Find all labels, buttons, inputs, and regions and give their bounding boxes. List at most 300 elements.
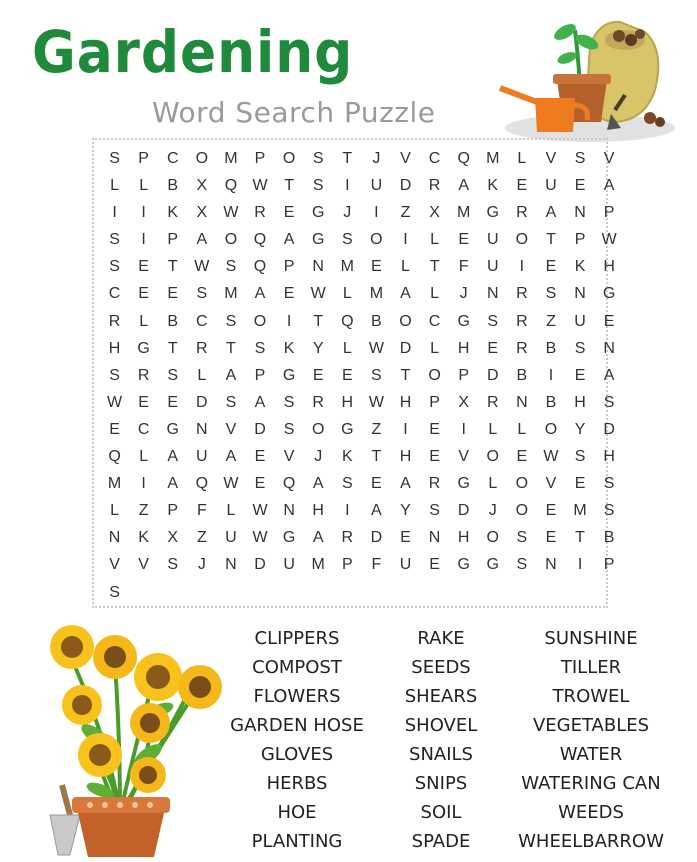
grid-letter: G	[457, 556, 470, 574]
grid-letter: U	[370, 177, 383, 195]
grid-letter: J	[343, 204, 352, 222]
grid-letter: N	[603, 339, 615, 357]
grid-letter: B	[603, 529, 615, 547]
grid-letter: M	[224, 285, 238, 303]
grid-letter: D	[603, 420, 615, 438]
grid-letter: E	[312, 366, 324, 384]
grid-letter: W	[223, 475, 239, 493]
grid-letter: L	[139, 448, 149, 466]
garden-tools-illustration	[495, 10, 675, 145]
grid-letter: G	[311, 204, 325, 222]
grid-letter: I	[403, 231, 408, 249]
grid-letter: L	[488, 420, 498, 438]
grid-letter: A	[196, 231, 208, 249]
grid-letter: H	[457, 339, 470, 357]
letter-grid	[100, 145, 624, 606]
grid-letter: W	[601, 231, 617, 249]
grid-letter: G	[457, 312, 470, 330]
grid-letter: K	[341, 448, 353, 466]
grid-letter: B	[167, 177, 179, 195]
grid-letter: O	[515, 502, 529, 520]
grid-letter: T	[284, 177, 294, 195]
page-subtitle: Word Search Puzzle	[152, 96, 436, 129]
grid-letter: I	[548, 366, 554, 384]
grid-letter: J	[459, 285, 468, 303]
grid-letter: G	[486, 556, 499, 574]
grid-letter: E	[138, 285, 149, 303]
grid-letter: I	[403, 420, 408, 438]
grid-letter: E	[458, 231, 469, 249]
grid-letter: B	[371, 312, 382, 330]
grid-letter: K	[487, 177, 499, 195]
grid-letter: S	[283, 420, 295, 438]
grid-letter: G	[137, 339, 150, 357]
grid-letter: F	[458, 258, 469, 276]
grid-letter: J	[197, 556, 206, 574]
word-item: HERBS	[266, 773, 328, 794]
grid-letter: S	[574, 448, 586, 466]
grid-letter: O	[311, 420, 325, 438]
page-title: Gardening	[32, 18, 354, 86]
word-item: COMPOST	[252, 657, 342, 678]
grid-letter: E	[545, 502, 557, 520]
grid-letter: O	[486, 448, 499, 466]
grid-letter: A	[603, 177, 615, 195]
word-item: SNAILS	[409, 744, 473, 765]
grid-letter: O	[370, 231, 383, 249]
grid-letter: Z	[196, 529, 207, 547]
grid-letter: I	[141, 231, 146, 249]
grid-letter: N	[428, 529, 441, 547]
grid-letter: R	[312, 393, 324, 411]
grid-letter: S	[603, 475, 615, 493]
grid-letter: P	[254, 150, 266, 167]
grid-letter: E	[371, 258, 382, 276]
grid-letter: Q	[457, 150, 470, 167]
grid-letter: R	[516, 204, 528, 222]
grid-letter: E	[574, 475, 586, 493]
grid-letter: I	[141, 475, 146, 493]
grid-letter: D	[254, 420, 266, 438]
grid-letter: T	[371, 448, 382, 466]
grid-letter: O	[195, 150, 209, 167]
word-item: GARDEN HOSE	[230, 715, 364, 736]
grid-letter: B	[545, 339, 557, 357]
grid-letter: T	[429, 258, 440, 276]
grid-letter: R	[137, 366, 150, 384]
grid-letter: U	[399, 556, 412, 574]
grid-letter: I	[519, 258, 525, 276]
trowel-icon	[50, 785, 80, 855]
grid-letter: N	[108, 529, 121, 547]
grid-letter: S	[312, 150, 324, 167]
grid-letter: G	[457, 475, 470, 493]
grid-letter: T	[313, 312, 324, 330]
grid-letter: B	[545, 393, 557, 411]
grid-letter: Q	[195, 475, 209, 493]
grid-letter: W	[106, 393, 123, 411]
grid-letter: S	[225, 258, 237, 276]
grid-letter: A	[371, 502, 382, 520]
grid-letter: G	[282, 529, 296, 547]
grid-letter: V	[603, 150, 615, 167]
grid-letter: P	[138, 150, 149, 167]
flower-pot	[72, 797, 170, 857]
grid-letter: W	[194, 258, 210, 276]
grid-letter: O	[486, 529, 499, 547]
grid-letter: L	[430, 339, 440, 357]
grid-letter: L	[110, 177, 119, 195]
grid-letter: S	[312, 177, 324, 195]
word-item: TILLER	[560, 657, 622, 678]
grid-letter: E	[283, 204, 295, 222]
grid-letter: A	[603, 366, 615, 384]
grid-letter: E	[429, 556, 440, 574]
grid-letter: A	[225, 366, 237, 384]
grid-letter: S	[254, 339, 266, 357]
grid-letter: V	[400, 150, 411, 167]
word-item: SNIPS	[414, 773, 468, 794]
grid-letter: K	[138, 529, 149, 547]
grid-letter: M	[457, 204, 471, 222]
grid-letter: L	[110, 502, 119, 520]
grid-letter: H	[399, 448, 412, 466]
grid-letter: Q	[341, 312, 354, 330]
grid-letter: U	[486, 258, 499, 276]
grid-letter: A	[458, 177, 469, 195]
grid-letter: L	[488, 475, 498, 493]
grid-letter: P	[167, 502, 179, 520]
grid-letter: Q	[224, 177, 238, 195]
grid-letter: M	[573, 502, 587, 520]
grid-letter: D	[399, 339, 412, 357]
grid-letter: O	[428, 366, 441, 384]
grid-letter: S	[341, 475, 353, 493]
grid-letter: G	[341, 420, 354, 438]
grid-letter: H	[399, 393, 412, 411]
grid-letter: I	[286, 312, 292, 330]
grid-letter: P	[574, 231, 586, 249]
grid-letter: A	[254, 393, 266, 411]
grid-letter: A	[167, 475, 179, 493]
grid-letter: V	[283, 448, 295, 466]
grid-letter: N	[196, 420, 208, 438]
word-item: SEEDS	[411, 657, 471, 678]
grid-letter: T	[575, 529, 585, 547]
grid-letter: W	[368, 393, 384, 411]
grid-letter: Q	[108, 448, 121, 466]
grid-letter: I	[141, 204, 146, 222]
grid-letter: A	[400, 475, 411, 493]
grid-letter: M	[369, 285, 384, 303]
grid-letter: I	[461, 420, 466, 438]
grid-letter: M	[311, 556, 325, 574]
grid-letter: J	[314, 448, 323, 466]
grid-letter: E	[429, 448, 440, 466]
grid-letter: U	[574, 312, 586, 330]
word-item: CLIPPERS	[254, 628, 340, 649]
grid-letter: M	[486, 150, 500, 167]
grid-letter: W	[252, 502, 268, 520]
grid-letter: O	[515, 475, 529, 493]
grid-letter: V	[458, 448, 469, 466]
grid-letter: M	[224, 150, 238, 167]
grid-letter: L	[517, 420, 527, 438]
grid-letter: I	[374, 204, 379, 222]
grid-letter: E	[254, 475, 266, 493]
grid-letter: E	[138, 393, 149, 411]
grid-letter: P	[603, 204, 615, 222]
grid-letter: H	[603, 448, 615, 466]
word-item: FLOWERS	[253, 686, 341, 707]
grid-letter: P	[283, 258, 295, 276]
grid-letter: L	[430, 231, 440, 249]
word-item: WEEDS	[558, 802, 624, 823]
grid-letter: L	[430, 285, 440, 303]
grid-letter: R	[516, 339, 528, 357]
grid-letter: T	[400, 366, 411, 384]
grid-letter: E	[109, 420, 120, 438]
grid-letter: Q	[282, 475, 296, 493]
grid-letter: S	[603, 393, 615, 411]
word-item: WHEELBARROW	[518, 831, 664, 852]
grid-letter: H	[603, 258, 615, 276]
grid-letter: Y	[312, 339, 324, 357]
grid-letter: E	[167, 285, 179, 303]
word-item: SHEARS	[404, 686, 478, 707]
grid-letter: P	[603, 556, 615, 574]
grid-letter: E	[574, 366, 586, 384]
grid-letter: O	[224, 231, 238, 249]
grid-letter: N	[574, 285, 586, 303]
grid-letter: B	[167, 312, 179, 330]
grid-letter: R	[108, 312, 121, 330]
word-list-column-2	[356, 624, 526, 856]
grid-letter: T	[342, 150, 353, 167]
grid-letter: A	[545, 204, 557, 222]
grid-letter: H	[457, 529, 470, 547]
grid-letter: P	[341, 556, 353, 574]
grid-letter: W	[252, 529, 268, 547]
grid-letter: S	[109, 258, 120, 276]
grid-letter: U	[283, 556, 295, 574]
grid-letter: S	[516, 556, 528, 574]
grid-letter: E	[429, 420, 440, 438]
grid-letter: A	[167, 448, 179, 466]
grid-letter: S	[109, 366, 120, 384]
grid-letter: D	[399, 177, 412, 195]
grid-letter: L	[342, 285, 352, 303]
grid-letter: S	[574, 150, 586, 167]
grid-letter: O	[253, 312, 267, 330]
grid-letter: P	[429, 393, 440, 411]
grid-letter: W	[543, 448, 559, 466]
word-item: SOIL	[420, 802, 462, 823]
grid-letter: L	[139, 177, 149, 195]
grid-letter: L	[401, 258, 410, 276]
grid-letter: R	[196, 339, 208, 357]
grid-letter: S	[196, 285, 208, 303]
grid-letter: X	[167, 529, 179, 547]
grid-letter: G	[282, 366, 296, 384]
grid-letter: B	[516, 366, 528, 384]
grid-letter: S	[225, 393, 237, 411]
grid-letter: O	[544, 420, 558, 438]
grid-letter: S	[225, 312, 237, 330]
grid-letter: E	[283, 285, 295, 303]
grid-letter: V	[545, 150, 557, 167]
grid-letter: D	[370, 529, 383, 547]
grid-letter: N	[283, 502, 295, 520]
grid-letter: D	[254, 556, 266, 574]
grid-letter: S	[109, 150, 120, 167]
grid-letter: P	[167, 231, 179, 249]
grid-letter: C	[196, 312, 208, 330]
grid-letter: N	[486, 285, 499, 303]
grid-letter: E	[603, 312, 615, 330]
word-item: WATERING CAN	[521, 773, 661, 794]
grid-letter: I	[112, 204, 117, 222]
grid-letter: Z	[138, 502, 149, 520]
grid-letter: S	[167, 556, 179, 574]
grid-letter: T	[226, 339, 236, 357]
grid-letter: A	[312, 475, 324, 493]
grid-letter: I	[577, 556, 583, 574]
grid-letter: E	[574, 177, 586, 195]
grid-letter: S	[371, 366, 382, 384]
word-item: SUNSHINE	[544, 628, 638, 649]
grid-letter: Z	[371, 420, 382, 438]
grid-letter: T	[546, 231, 556, 249]
grid-letter: R	[254, 204, 266, 222]
grid-letter: S	[487, 312, 499, 330]
grid-letter: K	[283, 339, 295, 357]
word-item: SPADE	[411, 831, 471, 852]
word-item: RAKE	[417, 628, 465, 649]
grid-letter: U	[225, 529, 237, 547]
grid-letter: G	[166, 420, 179, 438]
grid-letter: W	[310, 285, 326, 303]
grid-letter: K	[574, 258, 586, 276]
grid-letter: E	[371, 475, 382, 493]
word-item: WATER	[559, 744, 623, 765]
grid-letter: Z	[546, 312, 556, 330]
grid-letter: L	[197, 366, 207, 384]
grid-letter: Z	[400, 204, 411, 222]
grid-letter: N	[225, 556, 237, 574]
grid-letter: L	[139, 312, 149, 330]
grid-letter: A	[225, 448, 237, 466]
grid-letter: F	[371, 556, 382, 574]
grid-letter: S	[429, 502, 440, 520]
grid-letter: C	[108, 285, 121, 303]
grid-letter: N	[574, 204, 586, 222]
grid-letter: Y	[574, 420, 586, 438]
grid-letter: V	[225, 420, 237, 438]
grid-letter: G	[602, 285, 616, 303]
grid-letter: O	[515, 231, 529, 249]
grid-letter: A	[312, 529, 324, 547]
grid-letter: P	[458, 366, 469, 384]
grid-letter: D	[457, 502, 470, 520]
grid-letter: C	[428, 150, 441, 167]
grid-letter: M	[107, 475, 122, 493]
grid-letter: N	[312, 258, 324, 276]
grid-letter: S	[167, 366, 179, 384]
grid-letter: J	[372, 150, 381, 167]
grid-letter: L	[342, 339, 352, 357]
grid-letter: V	[545, 475, 557, 493]
grid-letter: A	[400, 285, 411, 303]
grid-letter: V	[138, 556, 149, 574]
grid-letter: E	[516, 177, 528, 195]
grid-letter: C	[428, 312, 441, 330]
grid-letter: A	[254, 285, 266, 303]
grid-letter: R	[428, 475, 441, 493]
grid-letter: E	[487, 339, 499, 357]
grid-letter: S	[574, 339, 586, 357]
grid-letter: H	[341, 393, 354, 411]
sunflower-heads	[50, 625, 222, 793]
grid-letter: X	[429, 204, 440, 222]
grid-letter: E	[138, 258, 149, 276]
grid-letter: E	[516, 448, 528, 466]
grid-letter: O	[399, 312, 412, 330]
grid-letter: R	[486, 393, 499, 411]
grid-letter: F	[196, 502, 207, 520]
grid-letter: D	[486, 366, 499, 384]
grid-letter: Y	[400, 502, 411, 520]
word-item: PLANTING	[251, 831, 343, 852]
grid-letter: H	[574, 393, 586, 411]
grid-letter: I	[345, 502, 350, 520]
grid-letter: E	[400, 529, 411, 547]
grid-letter: H	[108, 339, 121, 357]
grid-letter: G	[486, 204, 499, 222]
grid-letter: D	[196, 393, 208, 411]
grid-letter: L	[517, 150, 527, 167]
grid-letter: I	[345, 177, 350, 195]
grid-letter: S	[109, 583, 120, 601]
grid-letter: V	[109, 556, 120, 574]
grid-letter: S	[283, 393, 295, 411]
grid-letter: E	[167, 393, 179, 411]
grid-letter: S	[516, 529, 528, 547]
word-item: VEGETABLES	[532, 715, 650, 736]
grid-letter: S	[109, 231, 120, 249]
grid-letter: E	[254, 448, 266, 466]
grid-letter: W	[368, 339, 384, 357]
grid-letter: J	[488, 502, 497, 520]
grid-letter: R	[516, 312, 528, 330]
word-item: SHOVEL	[404, 715, 478, 736]
grid-letter: U	[196, 448, 208, 466]
grid-letter: O	[282, 150, 296, 167]
grid-letter: N	[545, 556, 557, 574]
grid-letter: A	[283, 231, 295, 249]
grid-letter: E	[545, 258, 557, 276]
grid-letter: L	[226, 502, 236, 520]
grid-letter: R	[428, 177, 441, 195]
grid-letter: X	[196, 177, 208, 195]
grid-letter: U	[486, 231, 499, 249]
grid-letter: S	[603, 502, 615, 520]
grid-letter: T	[167, 339, 178, 357]
grid-letter: P	[254, 366, 266, 384]
grid-letter: W	[223, 204, 239, 222]
grid-letter: K	[167, 204, 179, 222]
grid-letter: E	[545, 529, 557, 547]
